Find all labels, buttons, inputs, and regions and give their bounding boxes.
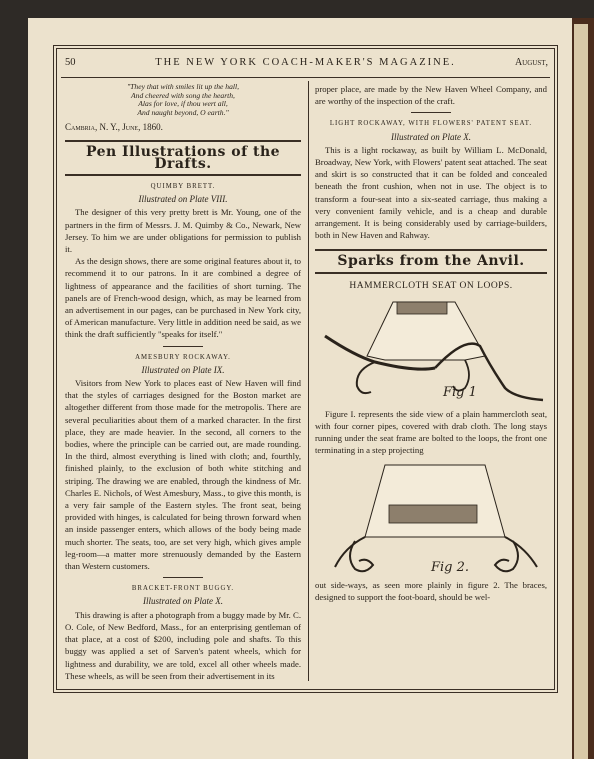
paragraph: proper place, are made by the New Haven Wheel Company, and are worthy of the inspection of the craft. <box>315 84 547 107</box>
right-column <box>315 83 547 603</box>
issue-month: August, <box>514 57 548 68</box>
poem-line: And cheered with song the hearth, <box>131 90 235 100</box>
article-title: LIGHT ROCKAWAY, WITH FLOWERS' PATENT SEAT. <box>329 120 533 128</box>
figure-2-label: Fig 2. <box>431 559 470 575</box>
divider <box>411 112 451 113</box>
left-column <box>65 83 301 682</box>
poem-line: "They that with smiles lit up the hall, <box>126 82 240 91</box>
article-title: BRACKET-FRONT BUGGY. <box>131 585 235 593</box>
paragraph: This is a light rockaway, as built by William L. McDonald, Broadway, New York, with Flowers' patent seat attached. The seat and skirt is so constructed that it can be folded and concealed beneath the front cushion, when not in use. The object is to transform a four-seat into a six-seated carriage, thus making a very convenient family vehicle, and is a cheap and durable arrangement. It is being considerably used by carriage-builders, both in New Haven and Rahway. <box>315 144 547 241</box>
running-header <box>57 55 554 75</box>
figure-2-illustration <box>315 457 547 577</box>
paragraph: This drawing is after a photograph from a buggy made by Mr. C. O. Cole, of New Bedford, Mass., for an enterprising gentleman of that place, at a cost of $200, including pole and shafts. To this buggy was applied a set of Sarven's patent wheels, which for lightness and durability, we are told, excel all other wheels made. These wheels, as will be seen from their advertisement in its <box>65 609 301 681</box>
plate-reference: Illustrated on Plate X. <box>143 596 223 607</box>
section-heading-pen: Pen Illustrations of the Drafts. <box>65 140 301 176</box>
figure-1-label: Fig 1 <box>443 384 477 400</box>
section-heading-sparks: Sparks from the Anvil. <box>315 249 547 273</box>
divider <box>163 577 203 578</box>
paragraph: out side-ways, as seen more plainly in figure 2. The braces, designed to support the foot-board, should be wel- <box>315 579 547 602</box>
figure-1-illustration <box>315 296 547 404</box>
book-spine <box>570 18 594 759</box>
article-title: AMESBURY ROCKAWAY. <box>135 353 231 361</box>
paragraph: As the design shows, there are some original features about it, to recommend it to our patrons. In it are combined a degree of lightness of appearance and the facilities of short turning. The panels are of French-wood design, which, as may be learned from an advertisement in our pages, can be purchased in New York city, of American manufacture. Very little in addition need be said, as we think the draft sufficiently "speaks for itself." <box>65 256 302 340</box>
header-rule <box>61 77 550 78</box>
paragraph: Figure I. represents the side view of a plain hammercloth seat, with four corner pipes, covered with drab cloth. The long stays running under the seat frame are bolted to the loops, the front one terminating in a step projecting <box>315 408 547 456</box>
magazine-title: THE NEW YORK COACH-MAKER'S MAGAZINE. <box>155 57 456 68</box>
poem <box>65 83 301 117</box>
page-frame <box>56 48 555 690</box>
signature: Cambria, N. Y., June, 1860. <box>65 122 163 133</box>
divider <box>163 346 203 347</box>
plate-reference: Illustrated on Plate VIII. <box>138 194 228 205</box>
paragraph: Visitors from New York to places east of New Haven will find that the styles of carriages designed for the Boston market are altogether different from those made for the metropolis. There are several peculiarities about them of a marked character. In the first place, they are made heavier. In the second, all corners to the bodies, where the principle can be carried out, are made rounding. In the third, almost everything is lined with cloth; and, fourthly, finished plainly, to the exclusion of both white stitching and striping. The drawing we are enabled, through the kindness of Mr. Charles E. Nichols, of West Amesbury, Mass., to give this month, is a very fair sample of the Eastern styles. The front seat, being provided with hinges, is calculated for being thrown forward when an inside passenger enters, which allows of the body being made much shorter. The seats, too, are set very high, which gives ample leg-room—a matter more strenuously demanded by the Eastern than Western customers. <box>65 378 301 572</box>
poem-line: And naught beyond, O earth." <box>137 107 229 117</box>
page-number: 50 <box>65 57 76 68</box>
plate-reference: Illustrated on Plate IX. <box>141 364 225 375</box>
poem-line: Alas for love, if thou wert all, <box>138 99 228 109</box>
paragraph: The designer of this very pretty brett is Mr. Young, one of the partners in the firm of Messrs. J. M. Quimby & Co., Newark, New Jersey. To him we are under obligations for permission to publish it. <box>65 207 301 254</box>
article-title: QUIMBY BRETT. <box>150 182 216 190</box>
article-title-hammercloth: HAMMERCLOTH SEAT ON LOOPS. <box>349 280 513 291</box>
column-divider <box>308 81 309 681</box>
plate-reference: Illustrated on Plate X. <box>391 131 471 142</box>
